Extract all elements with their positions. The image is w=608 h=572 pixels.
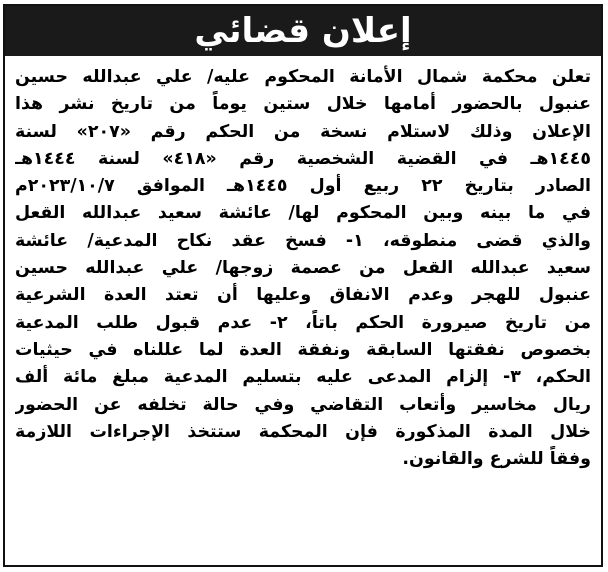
notice-line: عنبول بالحضور أمامها خلال ستين يوماً من تاريخ نشر هذا <box>15 94 591 115</box>
judicial-notice <box>3 4 603 567</box>
notice-line: الحكم، ٣- إلزام المدعى عليه بتسليم المدعية مبلغ مائة ألف <box>15 367 591 388</box>
notice-line: خلال المدة المذكورة فإن المحكمة ستتخذ الإجراءات اللازمة <box>15 421 591 442</box>
notice-header <box>5 6 601 56</box>
notice-line: الإعلان وذلك لاستلام نسخة من الحكم رقم «٢٠٧» لسنة <box>15 121 591 142</box>
notice-line: الصادر بتاريخ ٢٢ ربيع أول ١٤٤٥هـ الموافق ٢٠٢٣/١٠/٧م <box>15 176 591 197</box>
notice-body <box>15 64 591 473</box>
notice-line: تعلن محكمة شمال الأمانة المحكوم عليه/ علي عبدالله حسين <box>15 67 591 87</box>
notice-line: بخصوص نفقتها السابقة ونفقة العدة لما عللناه في حيثيات <box>15 339 591 360</box>
notice-line: ريال مخاسير وأتعاب التقاضي وفي حالة تخلفه عن الحضور <box>15 394 591 415</box>
notice-line: وفقاً للشرع والقانون. <box>402 449 591 470</box>
notice-line: من تاريخ صيرورة الحكم باتاً، ٢- عدم قبول طلب المدعية <box>15 312 591 333</box>
notice-line: ١٤٤٥هـ في القضية الشخصية رقم «٤١٨» لسنة ١٤٤٤هـ <box>15 148 591 169</box>
notice-title: إعلان قضائي <box>194 11 412 51</box>
notice-line: والذي قضى منطوقه، ١- فسخ عقد نكاح المدعية/ عائشة <box>15 230 591 251</box>
notice-line: عنبول للهجر وعدم الانفاق وعليها أن تعتد العدة الشرعية <box>15 285 591 306</box>
notice-line: في ما بينه وبين المحكوم لها/ عائشة سعيد عبدالله القعل <box>15 203 591 224</box>
notice-line: سعيد عبدالله القعل من عصمة زوجها/ علي عبدالله حسين <box>15 258 591 279</box>
